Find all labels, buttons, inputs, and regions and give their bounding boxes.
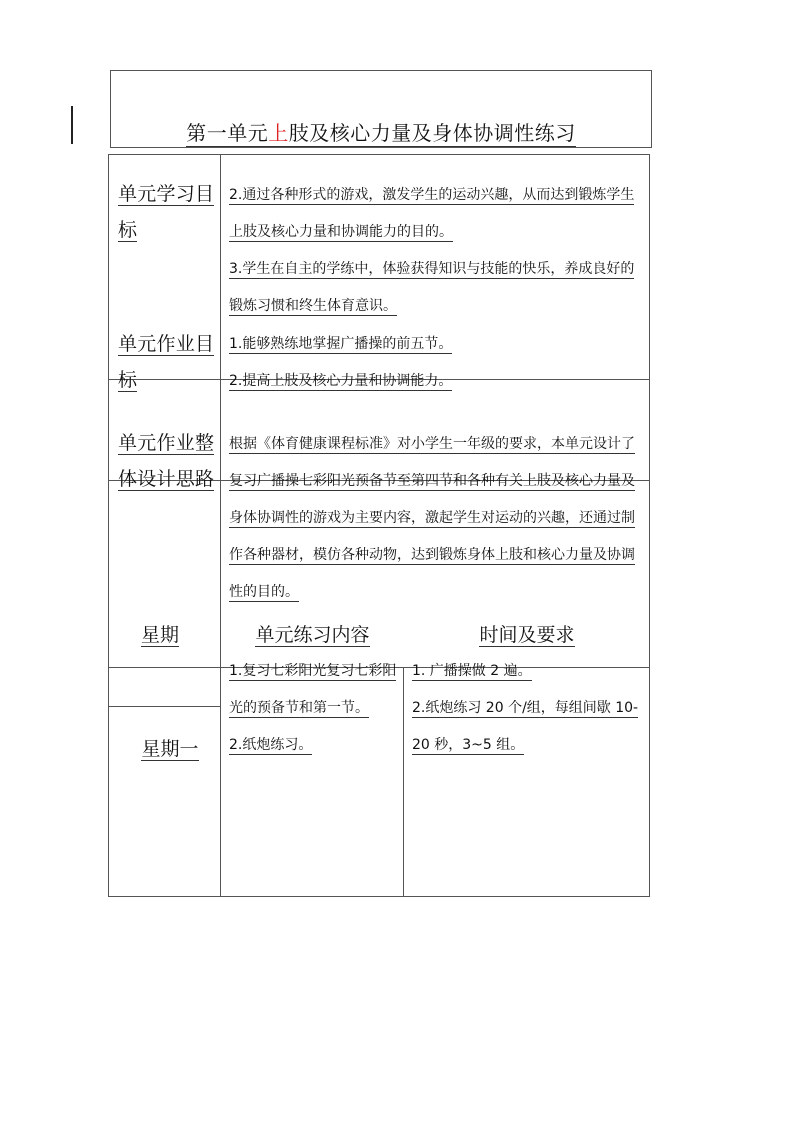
row-line-day xyxy=(109,706,220,707)
page-title: 第一单元上肢及核心力量及身体协调性练习 xyxy=(186,121,576,145)
column-divider-left xyxy=(220,155,221,896)
goal-label: 单元学习目标 xyxy=(118,183,214,241)
column-divider-right xyxy=(403,667,404,896)
homework-label: 单元作业目标 xyxy=(118,333,214,391)
content-cell: 1.复习七彩阳光复习七彩阳光的预备节和第一节。 2.纸炮练习。 xyxy=(229,663,397,753)
header-day: 星期 xyxy=(140,624,179,646)
text-cursor xyxy=(71,106,73,144)
requirement-cell: 1. 广播操做 2 遍。 2.纸炮练习 20 个/组，每组间歇 10-20 秒，3~5 组。 xyxy=(412,663,639,753)
header-content: 单元练习内容 xyxy=(255,624,370,646)
homework-text: 1.能够熟练地掌握广播操的前五节。 2.提高上肢及核心力量和协调能力。 xyxy=(229,336,453,389)
goal-text: 2.通过各种形式的游戏，激发学生的运动兴趣，从而达到锻炼学生上肢及核心力量和协调能力的目的。 3.学生在自主的学练中，体验获得知识与技能的快乐，养成良好的锻炼习惯和终生体育意识。 xyxy=(229,187,635,314)
day-cell: 星期一 xyxy=(141,738,199,760)
header-requirement: 时间及要求 xyxy=(479,624,575,646)
design-label: 单元作业整体设计思路 xyxy=(118,432,214,490)
design-text: 根据《体育健康课程标准》对小学生一年级的要求，本单元设计了复习广播操七彩阳光预备节至第四节和各种有关上肢及核心力量及身体协调性的游戏为主要内容，激起学生对运动的兴趣，还通过制作各种器材，模仿各种动物，达到锻炼身体上肢和核心力量及协调性的目的。 xyxy=(229,436,635,600)
